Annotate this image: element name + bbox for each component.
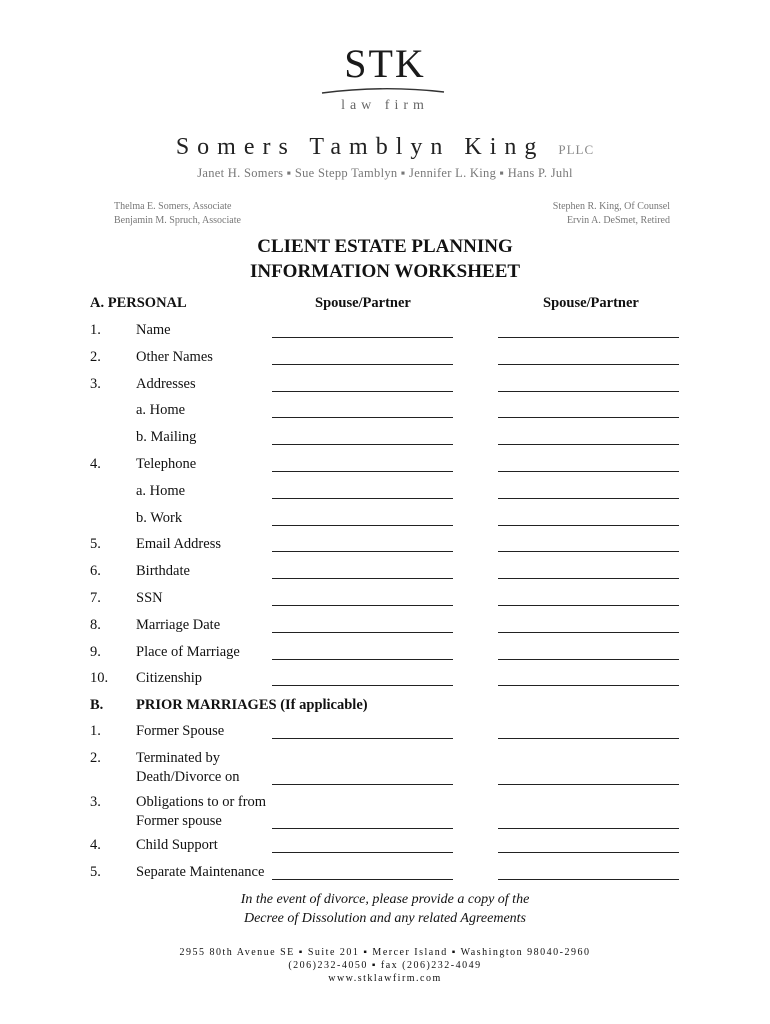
row-number: 7.: [90, 590, 101, 606]
field-label: a. Home: [136, 402, 186, 419]
entry-line-spouse-2[interactable]: [498, 784, 679, 785]
row-number: 5.: [90, 864, 101, 880]
row-number: 5.: [90, 536, 101, 553]
firm-suffix: PLLC: [558, 142, 595, 157]
entry-line-spouse-1[interactable]: [272, 879, 453, 880]
row-number: 1.: [90, 723, 101, 739]
logo-swoosh-icon: [318, 86, 448, 96]
associate-name: Benjamin M. Spruch, Associate: [114, 215, 241, 226]
row-number: 6.: [90, 563, 101, 580]
retired-name: Ervin A. DeSmet, Retired: [566, 215, 670, 226]
column-header-spouse-2: Spouse/Partner: [543, 295, 639, 311]
entry-line-spouse-2[interactable]: [498, 364, 679, 365]
field-label: Marriage Date: [136, 616, 221, 633]
row-number: 3.: [90, 794, 101, 810]
entry-line-spouse-1[interactable]: [272, 417, 453, 418]
footer-contact: [0, 946, 770, 985]
field-label: b. Mailing: [136, 429, 197, 446]
field-label: Child Support: [136, 837, 218, 853]
footer-phone: (206)232-4050 ▪ fax (206)232-4049: [288, 960, 482, 971]
field-label: Separate Maintenance: [136, 864, 265, 880]
row-number: 2.: [90, 348, 101, 365]
document-title: [0, 234, 770, 284]
field-label: Place of Marriage: [136, 643, 240, 660]
field-label: SSN: [136, 590, 163, 606]
entry-line-spouse-2[interactable]: [498, 879, 679, 880]
entry-line-spouse-1[interactable]: [272, 551, 453, 552]
footer-website: www.stklawfirm.com: [328, 973, 442, 984]
field-label-continued: Former spouse: [136, 813, 222, 829]
entry-line-spouse-2[interactable]: [498, 498, 679, 499]
firm-name: [0, 134, 770, 161]
field-label: Obligations to or from: [136, 794, 267, 810]
entry-line-spouse-1[interactable]: [272, 525, 453, 526]
row-number: 2.: [90, 750, 101, 766]
firm-logo-mark: STK: [344, 41, 426, 86]
entry-line-spouse-1[interactable]: [272, 828, 453, 829]
title-line: INFORMATION WORKSHEET: [249, 261, 521, 282]
entry-line-spouse-2[interactable]: [498, 738, 679, 739]
entry-line-spouse-2[interactable]: [498, 852, 679, 853]
row-number: 4.: [90, 456, 101, 472]
entry-line-spouse-2[interactable]: [498, 551, 679, 552]
entry-line-spouse-1[interactable]: [272, 738, 453, 739]
entry-line-spouse-2[interactable]: [498, 659, 679, 660]
section-b-number: B.: [90, 697, 104, 713]
entry-line-spouse-1[interactable]: [272, 391, 453, 392]
note-line: In the event of divorce, please provide a copy of the: [240, 892, 530, 907]
field-label: Name: [136, 322, 171, 338]
associate-name: Thelma E. Somers, Associate: [114, 201, 232, 212]
entry-line-spouse-1[interactable]: [272, 444, 453, 445]
counsel-name: Stephen R. King, Of Counsel: [552, 201, 670, 212]
column-header-spouse-1: Spouse/Partner: [315, 295, 411, 311]
row-number: 8.: [90, 616, 101, 633]
entry-line-spouse-2[interactable]: [498, 417, 679, 418]
entry-line-spouse-1[interactable]: [272, 685, 453, 686]
entry-line-spouse-2[interactable]: [498, 685, 679, 686]
field-label: Addresses: [136, 375, 196, 392]
entry-line-spouse-2[interactable]: [498, 444, 679, 445]
footer-address: 2955 80th Avenue SE ▪ Suite 201 ▪ Mercer Island ▪ Washington 98040-2960: [179, 947, 591, 958]
entry-line-spouse-1[interactable]: [272, 498, 453, 499]
associates-left: [114, 200, 241, 228]
row-number: 3.: [90, 375, 101, 392]
field-label: Telephone: [136, 456, 197, 472]
field-label: Birthdate: [136, 563, 190, 580]
firm-name-text: Somers Tamblyn King: [175, 134, 545, 160]
entry-line-spouse-2[interactable]: [498, 828, 679, 829]
field-label: Email Address: [136, 536, 221, 553]
entry-line-spouse-1[interactable]: [272, 578, 453, 579]
entry-line-spouse-2[interactable]: [498, 605, 679, 606]
entry-line-spouse-2[interactable]: [498, 391, 679, 392]
field-label: Former Spouse: [136, 723, 225, 739]
entry-line-spouse-1[interactable]: [272, 364, 453, 365]
partners-line: Janet H. Somers ▪ Sue Stepp Tamblyn ▪ Jennifer L. King ▪ Hans P. Juhl: [197, 166, 573, 180]
field-label: a. Home: [136, 482, 186, 499]
entry-line-spouse-1[interactable]: [272, 659, 453, 660]
entry-line-spouse-1[interactable]: [272, 605, 453, 606]
field-label: b. Work: [136, 509, 183, 526]
entry-line-spouse-2[interactable]: [498, 337, 679, 338]
entry-line-spouse-2[interactable]: [498, 525, 679, 526]
entry-line-spouse-2[interactable]: [498, 578, 679, 579]
entry-line-spouse-2[interactable]: [498, 632, 679, 633]
field-label: Terminated by: [136, 750, 220, 766]
divorce-note: [0, 890, 770, 928]
row-number: 10.: [90, 670, 109, 687]
field-label: Other Names: [136, 348, 213, 365]
section-a-heading: A. PERSONAL: [90, 295, 187, 311]
field-label-continued: Death/Divorce on: [136, 769, 240, 785]
field-label: Citizenship: [136, 670, 203, 687]
logo-subtitle: law firm: [341, 98, 429, 113]
associates-right: [553, 200, 670, 228]
entry-line-spouse-1[interactable]: [272, 632, 453, 633]
row-number: 9.: [90, 643, 101, 660]
entry-line-spouse-1[interactable]: [272, 784, 453, 785]
title-line: CLIENT ESTATE PLANNING: [257, 236, 513, 257]
entry-line-spouse-2[interactable]: [498, 471, 679, 472]
section-b-heading: PRIOR MARRIAGES (If applicable): [136, 697, 368, 713]
row-number: 1.: [90, 322, 101, 338]
note-line: Decree of Dissolution and any related Agreements: [243, 911, 527, 926]
entry-line-spouse-1[interactable]: [272, 852, 453, 853]
entry-line-spouse-1[interactable]: [272, 471, 453, 472]
row-number: 4.: [90, 837, 101, 853]
entry-line-spouse-1[interactable]: [272, 337, 453, 338]
